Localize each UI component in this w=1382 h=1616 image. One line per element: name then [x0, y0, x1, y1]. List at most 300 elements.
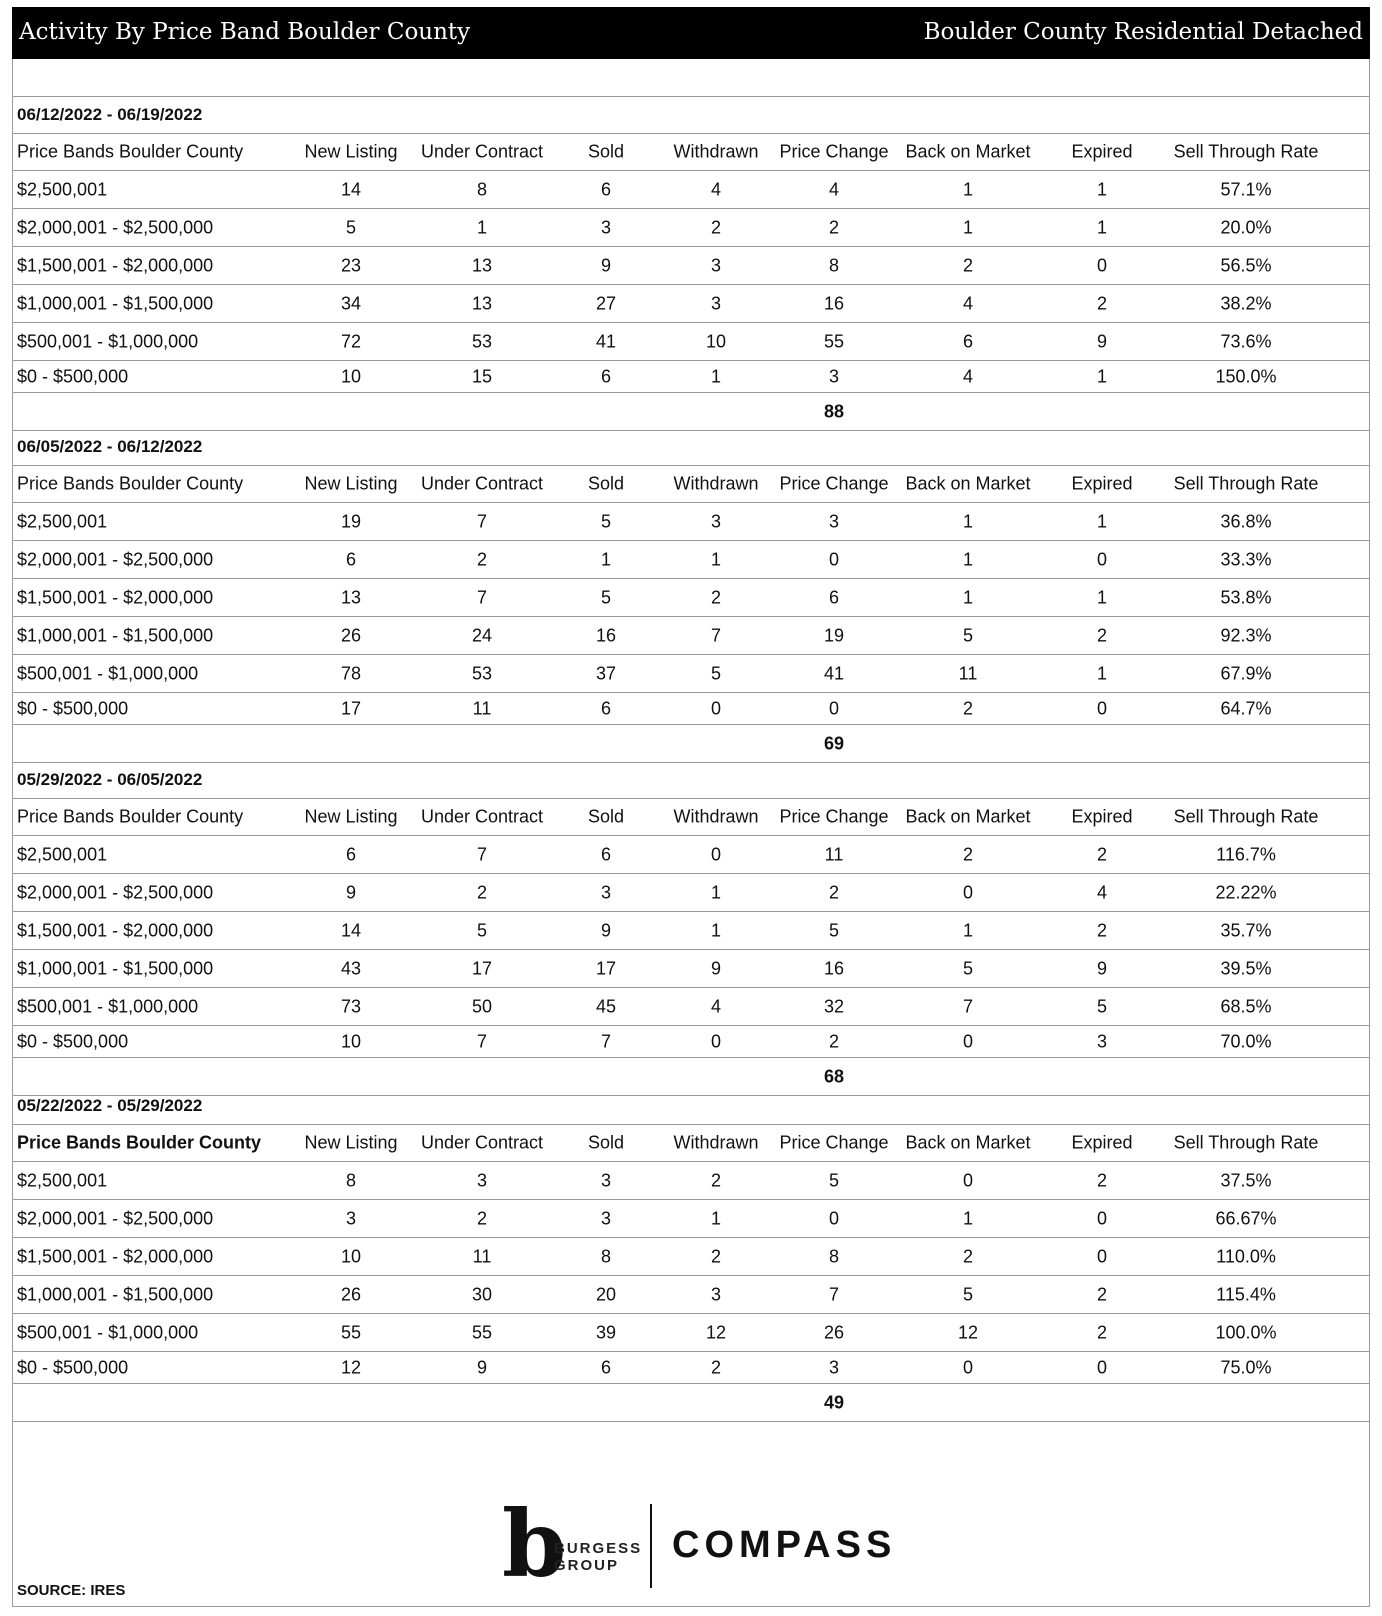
table-cell: 24: [471, 625, 493, 645]
table-cell: 38.2%: [1220, 293, 1272, 313]
table-row: [12, 912, 1370, 950]
total-row: [12, 725, 1370, 763]
table-cell: 6: [345, 549, 357, 569]
table-cell: 12: [340, 1357, 362, 1377]
table-cell: 70.0%: [1220, 1031, 1272, 1051]
table-cell: 26: [823, 1322, 845, 1342]
table-row: [12, 285, 1370, 323]
table-cell: 0: [962, 1031, 974, 1051]
price-band-label: $500,001 - $1,000,000: [17, 1322, 199, 1342]
table-row: [12, 617, 1370, 655]
table-cell: 2: [476, 882, 488, 902]
table-cell: 20.0%: [1220, 217, 1272, 237]
table-cell: 4: [962, 293, 974, 313]
price-band-label: $500,001 - $1,000,000: [17, 996, 199, 1016]
table-cell: 78: [340, 663, 362, 683]
table-cell: 9: [600, 255, 612, 275]
table-cell: 0: [710, 844, 722, 864]
table-cell: 14: [340, 179, 362, 199]
table-row: [12, 950, 1370, 988]
table-cell: 6: [600, 844, 612, 864]
table-cell: 150.0%: [1215, 366, 1277, 386]
table-row: [12, 874, 1370, 912]
report-title: Activity By Price Band Boulder County: [19, 19, 471, 45]
table-cell: 2: [828, 882, 840, 902]
table-row: [12, 1352, 1370, 1384]
table-cell: 55: [471, 1322, 493, 1342]
price-band-label: $1,500,001 - $2,000,000: [17, 255, 214, 275]
column-header: Withdrawn: [673, 473, 759, 494]
table-cell: 7: [476, 1031, 488, 1051]
total-value: 68: [823, 1066, 845, 1086]
table-cell: 23: [340, 255, 362, 275]
table-cell: 3: [710, 511, 722, 531]
table-row: [12, 1314, 1370, 1352]
table-cell: 1: [710, 920, 722, 940]
table-cell: 0: [710, 698, 722, 718]
table-cell: 33.3%: [1220, 549, 1272, 569]
table-cell: 64.7%: [1220, 698, 1272, 718]
table-cell: 53.8%: [1220, 587, 1272, 607]
table-cell: 6: [600, 1357, 612, 1377]
table-cell: 1: [962, 587, 974, 607]
period-row: [12, 429, 1370, 466]
column-header: Price Bands Boulder County: [17, 1132, 262, 1153]
table-cell: 1: [962, 217, 974, 237]
price-band-label: $2,000,001 - $2,500,000: [17, 1208, 214, 1228]
table-cell: 2: [710, 587, 722, 607]
table-cell: 39.5%: [1220, 958, 1272, 978]
table-cell: 16: [823, 958, 845, 978]
table-cell: 3: [710, 255, 722, 275]
table-cell: 3: [828, 511, 840, 531]
logo-burgess-text: BURGESS: [554, 1540, 643, 1557]
column-header: Withdrawn: [673, 1132, 759, 1153]
table-cell: 5: [828, 920, 840, 940]
total-value: 49: [823, 1392, 845, 1412]
table-cell: 1: [962, 549, 974, 569]
column-header: Expired: [1071, 1132, 1133, 1153]
table-cell: 2: [710, 1170, 722, 1190]
table-cell: 17: [595, 958, 617, 978]
table-cell: 1: [476, 217, 488, 237]
table-cell: 110.0%: [1216, 1246, 1276, 1266]
table-cell: 8: [476, 179, 488, 199]
price-band-label: $2,000,001 - $2,500,000: [17, 217, 214, 237]
table-cell: 0: [1096, 698, 1108, 718]
table-cell: 11: [472, 698, 492, 718]
table-cell: 1: [1096, 366, 1108, 386]
column-header: New Listing: [304, 806, 398, 827]
table-cell: 22.22%: [1215, 882, 1277, 902]
column-header: Back on Market: [905, 141, 1031, 162]
table-cell: 10: [340, 366, 362, 386]
table-cell: 17: [340, 698, 362, 718]
report-header: [12, 7, 1370, 59]
table-cell: 6: [828, 587, 840, 607]
column-header: Back on Market: [905, 1132, 1031, 1153]
table-cell: 5: [828, 1170, 840, 1190]
burgess-group-logo: [554, 1540, 642, 1574]
table-cell: 55: [340, 1322, 362, 1342]
table-cell: 7: [476, 511, 488, 531]
price-band-label: $0 - $500,000: [17, 366, 129, 386]
table-cell: 1: [962, 179, 974, 199]
table-cell: 3: [710, 1284, 722, 1304]
table-cell: 36.8%: [1220, 511, 1272, 531]
table-cell: 0: [962, 882, 974, 902]
table-cell: 2: [828, 1031, 840, 1051]
table-cell: 7: [600, 1031, 612, 1051]
period-label: 05/29/2022 - 06/05/2022: [17, 770, 203, 789]
column-header-row: [12, 134, 1370, 171]
table-cell: 6: [962, 331, 974, 351]
table-cell: 6: [600, 179, 612, 199]
table-cell: 7: [476, 587, 488, 607]
column-header: Withdrawn: [673, 141, 759, 162]
table-cell: 4: [710, 179, 722, 199]
column-header: Sell Through Rate: [1173, 141, 1319, 162]
table-cell: 9: [345, 882, 357, 902]
table-cell: 4: [962, 366, 974, 386]
table-cell: 34: [340, 293, 362, 313]
table-cell: 0: [1096, 255, 1108, 275]
table-cell: 2: [476, 549, 488, 569]
table-row: [12, 323, 1370, 361]
table-cell: 7: [476, 844, 488, 864]
blank-row: [12, 59, 1370, 97]
table-cell: 56.5%: [1220, 255, 1272, 275]
table-cell: 3: [600, 217, 612, 237]
table-cell: 8: [828, 1246, 840, 1266]
table-cell: 2: [710, 1357, 722, 1377]
table-cell: 6: [600, 366, 612, 386]
table-cell: 16: [595, 625, 617, 645]
table-cell: 1: [962, 1208, 974, 1228]
table-cell: 2: [962, 255, 974, 275]
table-row: [12, 247, 1370, 285]
table-cell: 8: [345, 1170, 357, 1190]
table-cell: 9: [1096, 958, 1108, 978]
table-cell: 3: [828, 1357, 840, 1377]
table-cell: 5: [962, 625, 974, 645]
table-cell: 8: [828, 255, 840, 275]
table-cell: 0: [828, 698, 840, 718]
column-header: Sell Through Rate: [1173, 1132, 1319, 1153]
table-cell: 1: [1096, 217, 1108, 237]
column-header: Back on Market: [905, 806, 1031, 827]
table-cell: 13: [471, 255, 493, 275]
table-cell: 27: [595, 293, 617, 313]
column-header: Sell Through Rate: [1173, 806, 1319, 827]
column-header: Price Bands Boulder County: [17, 473, 244, 494]
table-cell: 9: [476, 1357, 488, 1377]
table-cell: 73: [340, 996, 362, 1016]
table-cell: 1: [1096, 179, 1108, 199]
table-cell: 1: [962, 920, 974, 940]
table-cell: 26: [340, 1284, 362, 1304]
column-header: Withdrawn: [673, 806, 759, 827]
table-cell: 67.9%: [1220, 663, 1272, 683]
table-cell: 2: [1096, 844, 1108, 864]
logo-divider: [650, 1504, 652, 1588]
table-row: [12, 1200, 1370, 1238]
price-band-label: $500,001 - $1,000,000: [17, 331, 199, 351]
table-cell: 75.0%: [1220, 1357, 1272, 1377]
price-band-label: $500,001 - $1,000,000: [17, 663, 199, 683]
table-cell: 19: [340, 511, 362, 531]
table-cell: 2: [710, 1246, 722, 1266]
table-cell: 57.1%: [1220, 179, 1272, 199]
table-cell: 2: [1096, 1284, 1108, 1304]
table-cell: 1: [1096, 511, 1108, 531]
price-band-label: $1,500,001 - $2,000,000: [17, 1246, 214, 1266]
table-cell: 0: [828, 1208, 840, 1228]
logo-lockup: [502, 1490, 922, 1602]
period-label: 06/05/2022 - 06/12/2022: [17, 437, 203, 456]
price-band-label: $2,500,001: [17, 1170, 108, 1190]
table-cell: 55: [823, 331, 845, 351]
table-cell: 53: [471, 663, 493, 683]
column-header: Sold: [587, 1132, 625, 1153]
price-band-label: $0 - $500,000: [17, 1357, 129, 1377]
compass-logo: COMPASS: [672, 1524, 897, 1566]
price-band-label: $1,500,001 - $2,000,000: [17, 587, 214, 607]
table-cell: 1: [710, 549, 722, 569]
logo-group-text: GROUP: [554, 1557, 620, 1574]
table-cell: 4: [710, 996, 722, 1016]
period-row: [12, 1088, 1370, 1125]
table-row: [12, 209, 1370, 247]
table-row: [12, 579, 1370, 617]
column-header: Sold: [587, 473, 625, 494]
table-cell: 73.6%: [1220, 331, 1272, 351]
table-cell: 5: [600, 511, 612, 531]
table-cell: 68.5%: [1220, 996, 1272, 1016]
table-cell: 4: [1096, 882, 1108, 902]
column-header: Under Contract: [420, 473, 544, 494]
table-cell: 1: [1096, 587, 1108, 607]
burgess-logo-mark: b: [502, 1490, 567, 1598]
table-cell: 0: [962, 1357, 974, 1377]
table-cell: 19: [823, 625, 845, 645]
table-cell: 41: [823, 663, 845, 683]
table-cell: 0: [710, 1031, 722, 1051]
table-cell: 2: [828, 217, 840, 237]
table-cell: 43: [340, 958, 362, 978]
table-cell: 0: [1096, 549, 1108, 569]
table-cell: 45: [595, 996, 617, 1016]
total-row: [12, 393, 1370, 431]
table-cell: 2: [1096, 1322, 1108, 1342]
table-row: [12, 836, 1370, 874]
table-cell: 3: [710, 293, 722, 313]
table-cell: 30: [471, 1284, 493, 1304]
table-row: [12, 655, 1370, 693]
table-row: [12, 1238, 1370, 1276]
price-band-label: $1,000,001 - $1,500,000: [17, 293, 214, 313]
table-cell: 5: [962, 1284, 974, 1304]
table-cell: 1: [962, 511, 974, 531]
table-cell: 3: [600, 882, 612, 902]
table-cell: 3: [345, 1208, 357, 1228]
table-cell: 12: [957, 1322, 979, 1342]
table-cell: 26: [340, 625, 362, 645]
table-cell: 15: [471, 366, 493, 386]
table-cell: 53: [471, 331, 493, 351]
table-cell: 5: [476, 920, 488, 940]
table-row: [12, 503, 1370, 541]
table-cell: 39: [595, 1322, 617, 1342]
table-cell: 100.0%: [1215, 1322, 1277, 1342]
table-cell: 92.3%: [1220, 625, 1272, 645]
column-header: Price Bands Boulder County: [17, 806, 244, 827]
price-band-label: $1,500,001 - $2,000,000: [17, 920, 214, 940]
footer: [12, 1472, 1370, 1607]
table-cell: 0: [828, 549, 840, 569]
source-note: SOURCE: IRES: [17, 1582, 126, 1599]
table-cell: 17: [471, 958, 493, 978]
period-label: 05/22/2022 - 05/29/2022: [17, 1096, 203, 1115]
column-header: Expired: [1071, 141, 1133, 162]
table-cell: 66.67%: [1215, 1208, 1277, 1228]
table-row: [12, 1026, 1370, 1058]
table-cell: 2: [1096, 920, 1108, 940]
table-cell: 35.7%: [1220, 920, 1272, 940]
table-cell: 116.7%: [1216, 844, 1276, 864]
table-cell: 2: [962, 698, 974, 718]
period-row: [12, 97, 1370, 134]
table-cell: 8: [600, 1246, 612, 1266]
table-cell: 50: [471, 996, 493, 1016]
table-cell: 3: [828, 366, 840, 386]
table-cell: 3: [476, 1170, 488, 1190]
table-row: [12, 1162, 1370, 1200]
column-header: Back on Market: [905, 473, 1031, 494]
table-cell: 16: [823, 293, 845, 313]
table-cell: 7: [828, 1284, 840, 1304]
price-band-label: $1,000,001 - $1,500,000: [17, 958, 214, 978]
table-cell: 5: [1096, 996, 1108, 1016]
table-cell: 5: [962, 958, 974, 978]
price-band-label: $0 - $500,000: [17, 698, 129, 718]
column-header: New Listing: [304, 1132, 398, 1153]
column-header: Price Bands Boulder County: [17, 141, 244, 162]
table-cell: 37.5%: [1220, 1170, 1272, 1190]
column-header: New Listing: [304, 141, 398, 162]
price-band-label: $2,500,001: [17, 179, 108, 199]
price-band-label: $0 - $500,000: [17, 1031, 129, 1051]
column-header: Under Contract: [420, 1132, 544, 1153]
table-cell: 2: [962, 844, 974, 864]
table-cell: 10: [340, 1246, 362, 1266]
table-row: [12, 361, 1370, 393]
table-cell: 13: [340, 587, 362, 607]
table-cell: 1: [710, 366, 722, 386]
price-band-label: $1,000,001 - $1,500,000: [17, 1284, 214, 1304]
price-band-label: $2,000,001 - $2,500,000: [17, 882, 214, 902]
column-header: Expired: [1071, 806, 1133, 827]
column-header: Sell Through Rate: [1173, 473, 1319, 494]
table-cell: 1: [710, 882, 722, 902]
table-cell: 0: [962, 1170, 974, 1190]
table-cell: 2: [710, 217, 722, 237]
table-cell: 2: [1096, 293, 1108, 313]
total-row: [12, 1384, 1370, 1422]
table-cell: 2: [1096, 625, 1108, 645]
price-band-label: $2,500,001: [17, 511, 108, 531]
period-row: [12, 762, 1370, 799]
table-cell: 115.4%: [1216, 1284, 1276, 1304]
table-cell: 4: [828, 179, 840, 199]
table-cell: 5: [600, 587, 612, 607]
table-cell: 7: [710, 625, 722, 645]
table-cell: 14: [340, 920, 362, 940]
table-cell: 0: [1096, 1357, 1108, 1377]
column-header: Sold: [587, 141, 625, 162]
table-cell: 2: [476, 1208, 488, 1228]
table-cell: 5: [710, 663, 722, 683]
price-band-label: $2,500,001: [17, 844, 108, 864]
table-row: [12, 988, 1370, 1026]
column-header: Under Contract: [420, 806, 544, 827]
table-row: [12, 1276, 1370, 1314]
table-cell: 11: [958, 663, 978, 683]
report-subtitle: Boulder County Residential Detached: [923, 19, 1363, 45]
table-cell: 9: [1096, 331, 1108, 351]
table-cell: 1: [710, 1208, 722, 1228]
table-row: [12, 171, 1370, 209]
table-cell: 1: [600, 549, 612, 569]
table-cell: 37: [595, 663, 617, 683]
column-header: Under Contract: [420, 141, 544, 162]
column-header: Sold: [587, 806, 625, 827]
table-cell: 10: [705, 331, 727, 351]
table-cell: 41: [595, 331, 617, 351]
table-cell: 12: [705, 1322, 727, 1342]
table-cell: 20: [595, 1284, 617, 1304]
column-header-row: [12, 1125, 1370, 1162]
column-header-row: [12, 466, 1370, 503]
table-row: [12, 693, 1370, 725]
table-cell: 0: [1096, 1208, 1108, 1228]
table-cell: 5: [345, 217, 357, 237]
column-header: New Listing: [304, 473, 398, 494]
column-header: Price Change: [779, 473, 889, 494]
column-header: Price Change: [779, 141, 889, 162]
table-cell: 3: [1096, 1031, 1108, 1051]
table-cell: 11: [472, 1246, 492, 1266]
table-cell: 2: [1096, 1170, 1108, 1190]
table-cell: 9: [710, 958, 722, 978]
total-value: 88: [823, 401, 845, 421]
table-cell: 3: [600, 1170, 612, 1190]
table-row: [12, 541, 1370, 579]
table-cell: 10: [340, 1031, 362, 1051]
period-label: 06/12/2022 - 06/19/2022: [17, 105, 203, 124]
column-header: Expired: [1071, 473, 1133, 494]
price-band-label: $1,000,001 - $1,500,000: [17, 625, 214, 645]
column-header-row: [12, 799, 1370, 836]
table-cell: 2: [962, 1246, 974, 1266]
price-band-label: $2,000,001 - $2,500,000: [17, 549, 214, 569]
table-cell: 7: [962, 996, 974, 1016]
table-cell: 32: [823, 996, 845, 1016]
table-cell: 6: [345, 844, 357, 864]
table-cell: 6: [600, 698, 612, 718]
table-cell: 3: [600, 1208, 612, 1228]
table-cell: 11: [824, 844, 844, 864]
